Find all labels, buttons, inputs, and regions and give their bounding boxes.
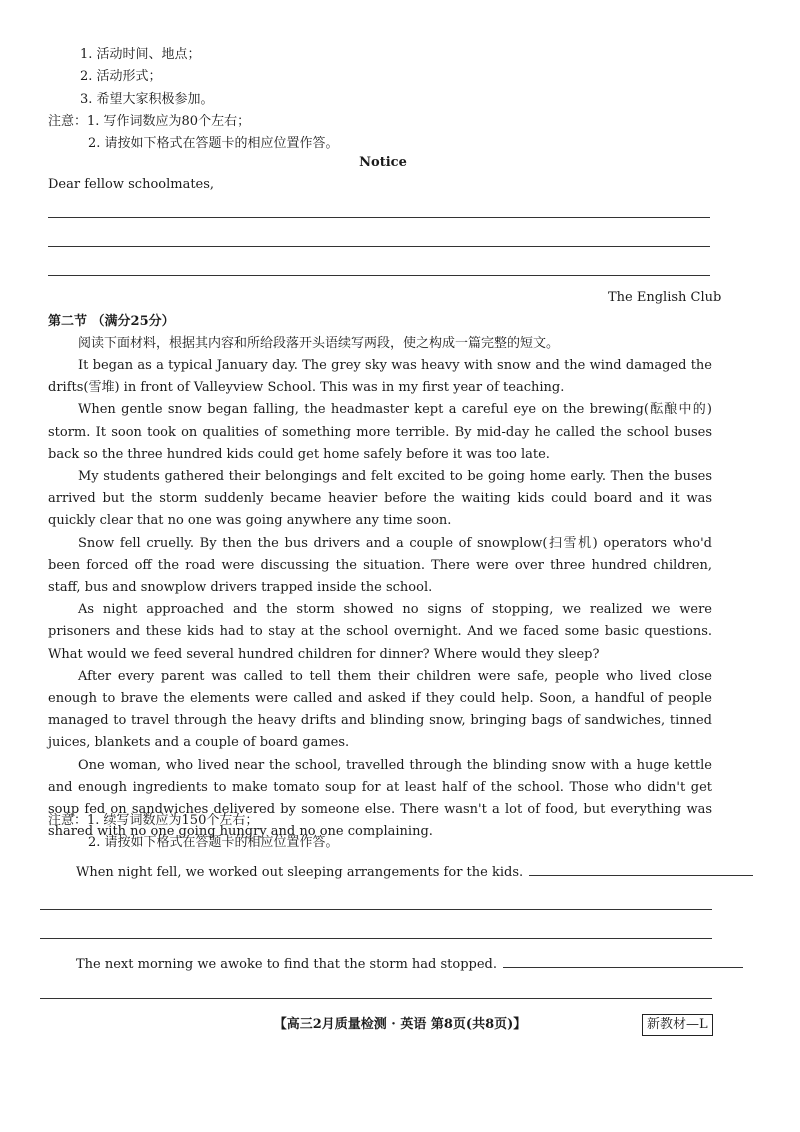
answer-blank [529,863,753,876]
writing-note-1: 注意：1. 写作词数应为80个左右； [48,114,251,129]
answer-line [48,217,710,218]
passage-paragraph: Snow fell cruelly. By then the bus drivers and a couple of snowplow(扫雪机) operators who'd been forced off the road were discussing the situation. There were over three hundred children, staff, bus and snowplow drivers trapped inside the school. [48,535,712,596]
prompt-text: When night fell, we worked out sleeping arrangements for the kids. [76,865,524,880]
passage-paragraph: One woman, who lived near the school, travelled through the blinding snow with a huge kettle and enough ingredients to make tomato soup for at least half of the school. Those who didn't get soup fed on sandwiches delivered by someone else. There wasn't a lot of food, but everything was shared with no one going hungry and no one complaining. [48,757,712,840]
continuation-prompt-2 [76,955,743,974]
section-direction: 阅读下面材料，根据其内容和所给段落开头语续写两段，使之构成一篇完整的短文。 [78,336,560,351]
answer-line [48,275,710,276]
continuation-note-2: 2. 请按如下格式在答题卡的相应位置作答。 [88,835,339,850]
instruction-item-2: 2. 活动形式； [80,69,162,84]
reading-passage [48,355,712,843]
passage-paragraph: As night approached and the storm showed no signs of stopping, we realized we were prisoners and these kids had to stay at the school overnight. And we faced some basic questions. What would we feed several hundred children for dinner? Where would they sleep? [48,602,712,662]
answer-line [40,909,712,910]
answer-line [48,246,710,247]
notice-salutation: Dear fellow schoolmates, [48,177,215,192]
instruction-item-1: 1. 活动时间、地点； [80,47,201,62]
passage-paragraph: After every parent was called to tell them their children were safe, people who lived close enough to brave the elements were called and asked if they could help. Soon, a handful of people managed to travel through the heavy drifts and blinding snow, bringing bags of sandwiches, tinned juices, blankets and a couple of board games. [48,668,712,751]
passage-paragraph: When gentle snow began falling, the headmaster kept a careful eye on the brewing(酝酿中的) storm. It soon took on qualities of something more terrible. By mid-day he called the school buses back so the three hundred kids could get home safely before it was too late. [48,402,712,462]
page-footer: 【高三2月质量检测 · 英语 第8页(共8页)】 [273,1017,527,1032]
instruction-item-3: 3. 希望大家积极参加。 [80,92,214,107]
notice-title: Notice [359,155,407,170]
passage-paragraph: My students gathered their belongings and felt excited to be going home early. Then the buses arrived but the storm suddenly became heavier before the waiting kids could board and it was quickly clear that no one was going anywhere any time soon. [48,469,712,529]
answer-blank [503,955,743,968]
passage-paragraph: It began as a typical January day. The grey sky was heavy with snow and the wind damaged the drifts(雪堆) in front of Valleyview School. This was in my first year of teaching. [48,358,712,396]
notice-signature: The English Club [608,290,722,305]
answer-line [40,998,712,999]
continuation-prompt-1 [76,863,753,882]
writing-note-2: 2. 请按如下格式在答题卡的相应位置作答。 [88,136,339,151]
prompt-text: The next morning we awoke to find that the storm had stopped. [76,957,498,972]
continuation-note-1: 注意：1. 续写词数应为150个左右； [48,813,259,828]
section-heading: 第二节 （满分25分） [48,314,175,329]
answer-line [40,938,712,939]
edition-badge: 新教材—L [642,1014,713,1036]
